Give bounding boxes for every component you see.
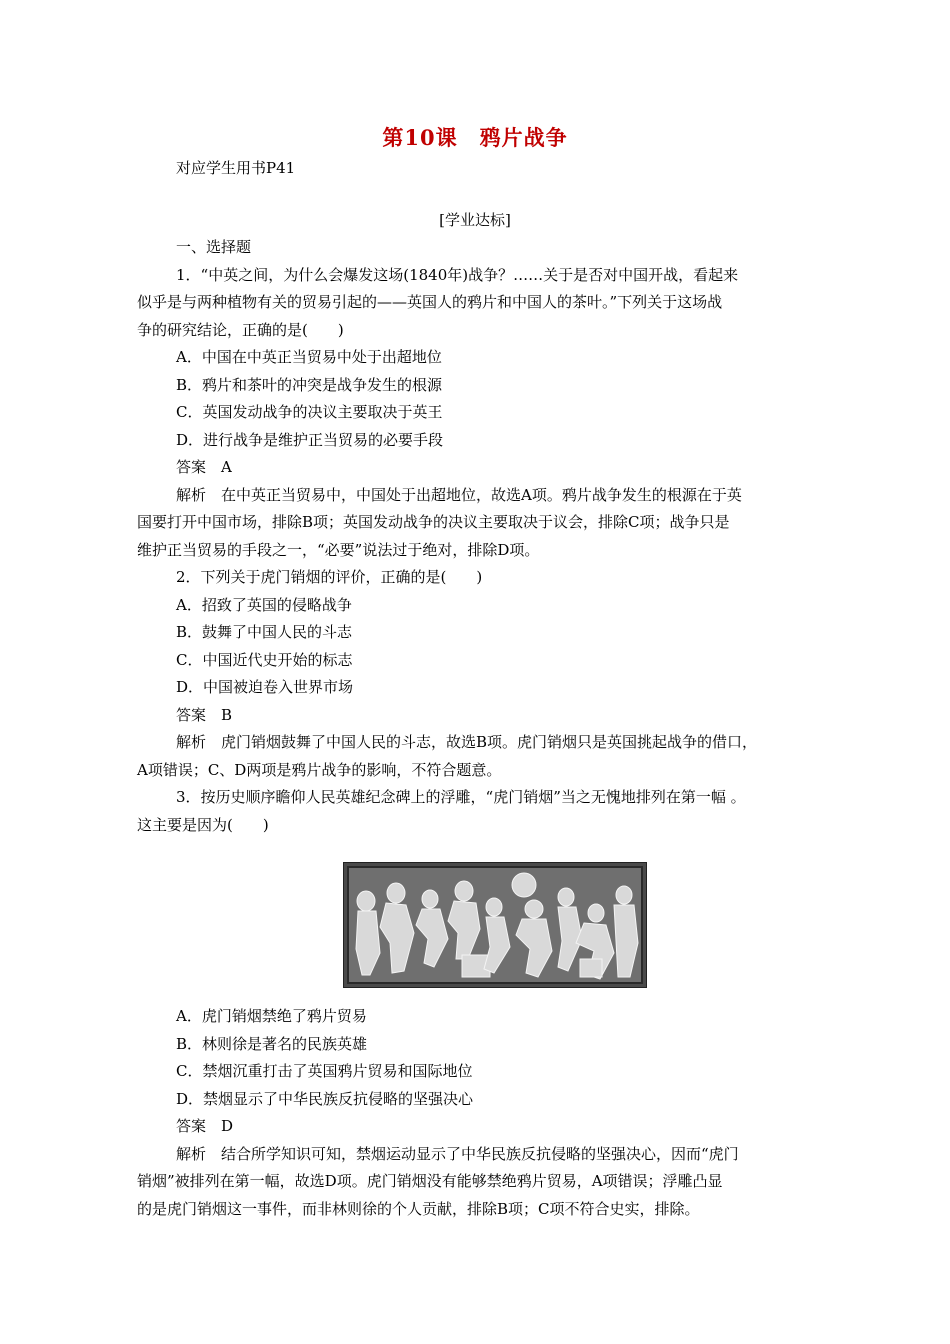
q1-option-a: A．中国在中英正当贸易中处于出超地位 <box>176 348 442 366</box>
q3-analysis-line-1: 解析 结合所学知识可知，禁烟运动显示了中华民族反抗侵略的坚强决心，因而“虎门 <box>176 1145 739 1163</box>
q2-analysis-line-1: 解析 虎门销烟鼓舞了中国人民的斗志，故选B项。虎门销烟只是英国挑起战争的借口， <box>176 733 758 751</box>
q3-stem-line-1: 3．按历史顺序瞻仰人民英雄纪念碑上的浮雕，“虎门销烟”当之无愧地排列在第一幅 。 <box>176 788 746 806</box>
q1-answer: 答案 A <box>176 458 232 476</box>
relief-sculpture-illustration <box>344 863 646 987</box>
q1-option-c: C．英国发动战争的决议主要取决于英王 <box>176 403 443 421</box>
q3-option-d: D．禁烟显示了中华民族反抗侵略的坚强决心 <box>176 1090 474 1108</box>
q1-option-b: B．鸦片和茶叶的冲突是战争发生的根源 <box>176 376 443 394</box>
q1-option-d: D．进行战争是维护正当贸易的必要手段 <box>176 431 444 449</box>
q1-stem-line-2: 似乎是与两种植物有关的贸易引起的——英国人的鸦片和中国人的茶叶。”下列关于这场战 <box>137 293 723 311</box>
relief-sculpture-image <box>343 862 647 988</box>
lesson-title: 第10课 鸦片战争 <box>382 125 568 150</box>
q2-option-d: D．中国被迫卷入世界市场 <box>176 678 354 696</box>
q2-option-b: B．鼓舞了中国人民的斗志 <box>176 623 353 641</box>
q2-answer: 答案 B <box>176 706 233 724</box>
q2-option-c: C．中国近代史开始的标志 <box>176 651 353 669</box>
q1-stem-line-1: 1．“中英之间，为什么会爆发这场(1840年)战争？……关于是否对中国开战，看起来 <box>176 266 739 284</box>
page-reference: 对应学生用书P41 <box>176 159 296 177</box>
q3-option-c: C．禁烟沉重打击了英国鸦片贸易和国际地位 <box>176 1062 473 1080</box>
q3-stem-line-2: 这主要是因为( ) <box>137 816 269 834</box>
q3-analysis-line-3: 的是虎门销烟这一事件，而非林则徐的个人贡献，排除B项；C项不符合史实，排除。 <box>137 1200 700 1218</box>
q3-option-a: A．虎门销烟禁绝了鸦片贸易 <box>176 1007 367 1025</box>
q1-analysis-line-2: 国要打开中国市场，排除B项；英国发动战争的决议主要取决于议会，排除C项；战争只是 <box>137 513 730 531</box>
q1-analysis-line-3: 维护正当贸易的手段之一，“必要”说法过于绝对，排除D项。 <box>137 541 540 559</box>
q3-option-b: B．林则徐是著名的民族英雄 <box>176 1035 368 1053</box>
section-label: [学业达标] <box>439 211 511 229</box>
q2-stem-line-1: 2．下列关于虎门销烟的评价，正确的是( ) <box>176 568 483 586</box>
q2-analysis-line-2: A项错误；C、D两项是鸦片战争的影响，不符合题意。 <box>137 761 502 779</box>
q3-analysis-line-2: 销烟”被排列在第一幅，故选D项。虎门销烟没有能够禁绝鸦片贸易，A项错误；浮雕凸显 <box>137 1172 723 1190</box>
question-type-heading: 一、选择题 <box>176 238 252 256</box>
q1-stem-line-3: 争的研究结论，正确的是( ) <box>137 321 344 339</box>
q1-analysis-line-1: 解析 在中英正当贸易中，中国处于出超地位，故选A项。鸦片战争发生的根源在于英 <box>176 486 742 504</box>
q3-answer: 答案 D <box>176 1117 234 1135</box>
q2-option-a: A．招致了英国的侵略战争 <box>176 596 352 614</box>
